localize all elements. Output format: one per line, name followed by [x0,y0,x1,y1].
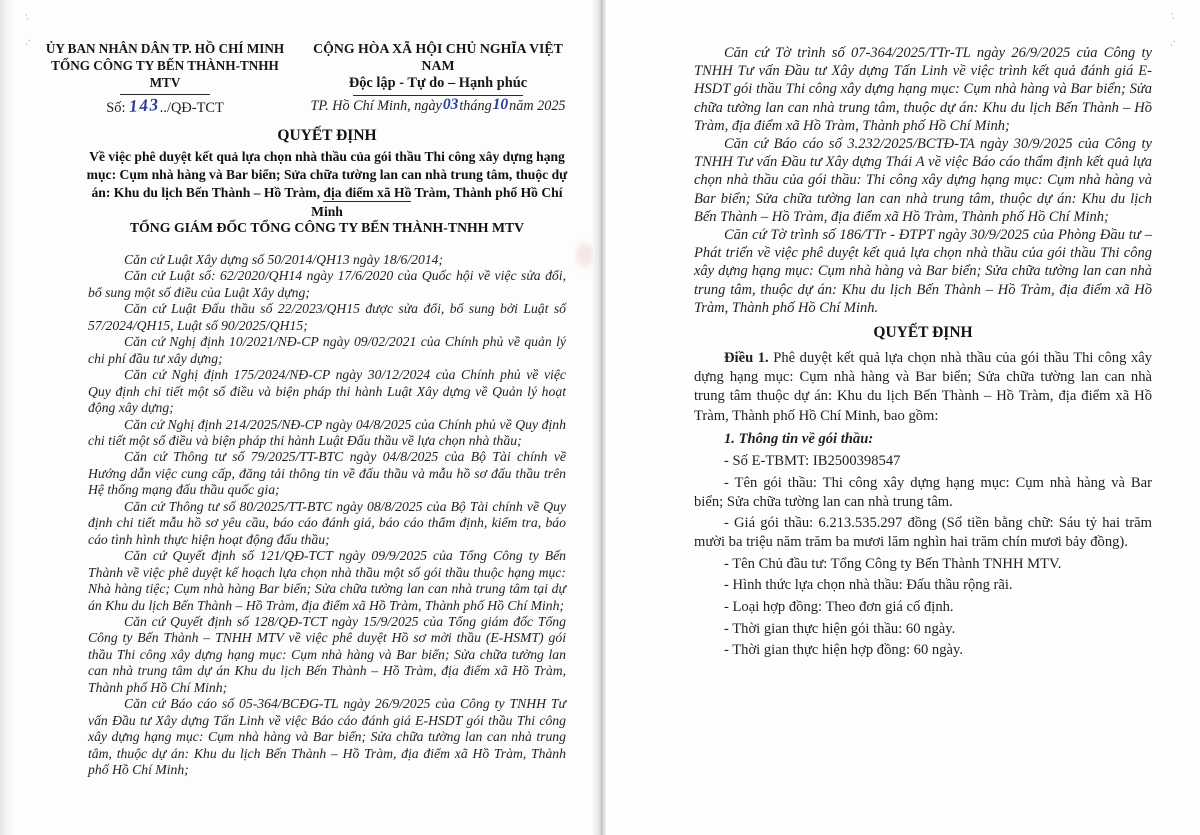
resolution-heading: QUYẾT ĐỊNH [873,324,973,342]
article-1-text: Phê duyệt kết quả lựa chọn nhà thầu của gói thầu Thi công xây dựng hạng mục: Cụm nhà hàng và Bar biển; Sửa chữa tường lan can nhà trung tâm thuộc dự án: Khu du lịch Bến Thành – Hồ Tràm, địa điểm xã Hồ Tràm, Thành phố Hồ Chí Minh, bao gồm: [694,350,1153,424]
list-item: - Giá gói thầu: 6.213.535.297 đồng (Số tiền bằng chữ: Sáu tỷ hai trăm mười ba triệu năm trăm ba mươi lăm nghìn hai trăm chín mươi bảy đồng). [694,515,1152,551]
scan-artifact [1169,40,1178,47]
national-title: CỘNG HÒA XÃ HỘI CHỦ NGHĨA VIỆT NAM [313,41,563,73]
recital-paragraph: Căn cứ Quyết định số 128/QĐ-TCT ngày 15/9/2025 của Tổng giám đốc Tổng Công ty Bến Thành – TNHH MTV về việc phê duyệt Hồ sơ mời thầu (E-HSMT) gói thầu Thi công xây dựng hạng mục: Cụm nhà hàng và Bar biển; Sửa chữa tường lan can nhà trung tâm dự án Khu du lịch Bến Thành – Hồ Tràm, địa điểm xã Hồ Tràm, Thành phố Hồ Chí Minh; [88,613,566,695]
recital-paragraph: Căn cứ Thông tư số 80/2025/TT-BTC ngày 08/8/2025 của Bộ Tài chính về Quy định chi tiết mẫu hồ sơ yêu cầu, báo cáo đánh giá, báo cáo thẩm định, kiểm tra, báo cáo tình hình thực hiện hoạt động đấu thầu; [88,498,566,547]
recital-paragraph: Căn cứ Thông tư số 79/2025/TT-BTC ngày 04/8/2025 của Bộ Tài chính về Hướng dẫn việc cung cấp, đăng tải thông tin về đấu thầu và mẫu hồ sơ đấu thầu trên Hệ thống mạng đấu thầu quốc gia; [88,449,566,498]
decision-title: QUYẾT ĐỊNH [277,127,377,144]
scan-smudge [576,243,594,267]
handwritten-number: 143 [128,93,161,117]
document-page-1 [0,0,594,835]
recital-paragraph: Căn cứ Luật Xây dựng số 50/2014/QH13 ngày 18/6/2014; [124,252,444,267]
recital-paragraph: Căn cứ Tờ trình số 07-364/2025/TTr-TL ngày 26/9/2025 của Công ty TNHH Tư vấn Đầu tư Xây dựng Tấn Linh về việc trình kết quả đánh giá E-HSDT gói thầu Thi công xây dựng hạng mục: Cụm nhà hàng và Bar biển; Sửa chữa tường lan can nhà trung tâm, thuộc dự án: Khu du lịch Bến Thành – Hồ Tràm, địa điểm xã Hồ Tràm, Thành phố Hồ Chí Minh; [694,45,1152,134]
recitals-right [694,44,1152,317]
list-item: - Hình thức lựa chọn nhà thầu: Đấu thầu rộng rãi. [724,577,1013,594]
recital-paragraph: Căn cứ Báo cáo số 05-364/BCĐG-TL ngày 26/9/2025 của Công ty TNHH Tư vấn Đầu tư Xây dựng Tấn Linh về việc Báo cáo đánh giá E-HSDT gói thầu Thi công xây dựng hạng mục: Cụm nhà hàng và Bar biển; Sửa chữa tường lan can nhà trung tâm, thuộc dự án: Khu du lịch Bến Thành – Hồ Tràm, địa điểm xã Hồ Tràm, Thành phố Hồ Chí Minh; [88,696,566,778]
scan-artifact [24,39,33,46]
article-1-paragraph [694,349,1152,426]
recital-paragraph: Căn cứ Nghị định 214/2025/NĐ-CP ngày 04/8/2025 của Chính phủ về Quy định chi tiết một số điều và biện pháp thi hành Luật Đấu thầu về lựa chọn nhà thầu; [88,416,566,448]
recital-paragraph: Căn cứ Nghị định 10/2021/NĐ-CP ngày 09/02/2021 của Chính phủ về quản lý chi phí đầu tư xây dựng; [88,334,566,366]
recital-paragraph: Căn cứ Nghị định 175/2024/NĐ-CP ngày 30/12/2024 của Chính phủ về việc Quy định chi tiết một số điều và biện pháp thi hành Luật Xây dựng về Quản lý hoạt động xây dựng; [88,367,566,416]
list-item: - Tên Chủ đầu tư: Tổng Công ty Bến Thành TNHH MTV. [724,555,1062,572]
article-1-label: Điều 1. [724,350,769,367]
number-suffix: ../QĐ-TCT [159,100,224,116]
list-item: - Số E-TBMT: IB2500398547 [724,453,901,470]
recital-paragraph: Căn cứ Luật Đấu thầu số 22/2023/QH15 được sửa đổi, bổ sung bởi Luật số 57/2024/QH15, Luật số 90/2025/QH15; [88,301,566,333]
national-motto: Độc lập - Tự do – Hạnh phúc [348,75,528,91]
recital-paragraph: Căn cứ Báo cáo số 3.232/2025/BCTĐ-TA ngày 30/9/2025 của Công ty TNHH Tư vấn Đầu tư Xây dựng Thái A về việc Báo cáo thẩm định kết quả lựa chọn nhà thầu của gói thầu: Thi công xây dựng hạng mục: Cụm nhà hàng và Bar biển; Sửa chữa tường lan can nhà trung tâm, thuộc dự án: Khu du lịch Bến Thành – Hồ Tràm, địa điểm xã Hồ Tràm, Thành phố Hồ Chí Minh; [694,136,1152,225]
page-2-content [694,44,1152,663]
org-name: TỔNG CÔNG TY BẾN THÀNH-TNHH MTV [51,58,279,90]
page-gutter-divider [593,0,607,835]
list-item: - Loại hợp đồng: Theo đơn giá cố định. [724,599,954,616]
org-parent-name: ỦY BAN NHÂN DÂN TP. HỒ CHÍ MINH [45,41,285,56]
document-page-2 [606,0,1200,835]
recitals-left [88,252,566,779]
recital-paragraph: Căn cứ Luật số: 62/2020/QH14 ngày 17/6/2020 của Quốc hội về việc sửa đổi, bổ sung một số điều của Luật Xây dựng; [88,268,566,300]
date-place-line [296,97,580,115]
recital-paragraph: Căn cứ Tờ trình số 186/TTr - ĐTPT ngày 30/9/2025 của Phòng Đầu tư – Phát triển về việc phê duyệt kết quả lựa chọn nhà thầu của gói thầu Thi công xây dựng hạng mục: Cụm nhà hàng và Bar biển; Sửa chữa tường lan can nhà trung tâm, thuộc dự án: Khu du lịch Bến Thành – Hồ Tràm, địa điểm xã Hồ Tràm, Thành phố Hồ Chí Minh. [694,227,1152,316]
list-item: - Tên gói thầu: Thi công xây dựng hạng mục: Cụm nhà hàng và Bar biển; Sửa chữa tường lan can nhà trung tâm. [694,474,1152,510]
issuing-org-block [40,40,290,95]
subtitle-part1: Về việc phê duyệt kết quả lựa chọn nhà thầu của gói thầu Thi công xây dựng hạng mục: Cụm nhà hàng và Bar biển; Sửa chữa tường lan can nhà trung tâm, thuộc dự án: Khu du lịch Bến Thành – Hồ Tràm, [86,149,568,201]
date-part3: năm 2025 [509,98,566,114]
subtitle-underlined-phrase: địa điểm xã Hồ [323,185,412,201]
recital-paragraph: Căn cứ Quyết định số 121/QĐ-TCT ngày 09/9/2025 của Tổng Công ty Bến Thành về việc phê duyệt kế hoạch lựa chọn nhà thầu một số gói thầu thuộc hạng mục: Nhà hàng tiệc; Cụm nhà hàng Bar biển; Sửa chữa tường lan can nhà trung tâm tại dự án Khu du lịch Bến Thành – Hồ Tràm, địa điểm xã Hồ Tràm, Thành phố Hồ Chí Minh; [88,548,566,613]
number-prefix: Số: [106,100,130,116]
handwritten-month: 10 [492,96,509,113]
document-number-line [40,93,290,117]
list-item: - Thời gian thực hiện gói thầu: 60 ngày. [724,620,956,637]
decision-subtitle [84,148,570,221]
date-part2: tháng [459,98,492,114]
handwritten-day: 03 [442,96,459,113]
issuer-title: TỔNG GIÁM ĐỐC TỔNG CÔNG TY BẾN THÀNH-TNHH MTV [129,220,525,235]
package-info-list [694,452,1152,660]
subtitle-part2: Tràm, Thành phố Hồ Chí Minh [311,185,563,219]
list-item: - Thời gian thực hiện hợp đồng: 60 ngày. [724,642,963,659]
date-part1: TP. Hồ Chí Minh, ngày [310,98,442,114]
national-header-block [296,40,580,96]
section-1-title: 1. Thông tin về gói thầu: [724,430,874,447]
